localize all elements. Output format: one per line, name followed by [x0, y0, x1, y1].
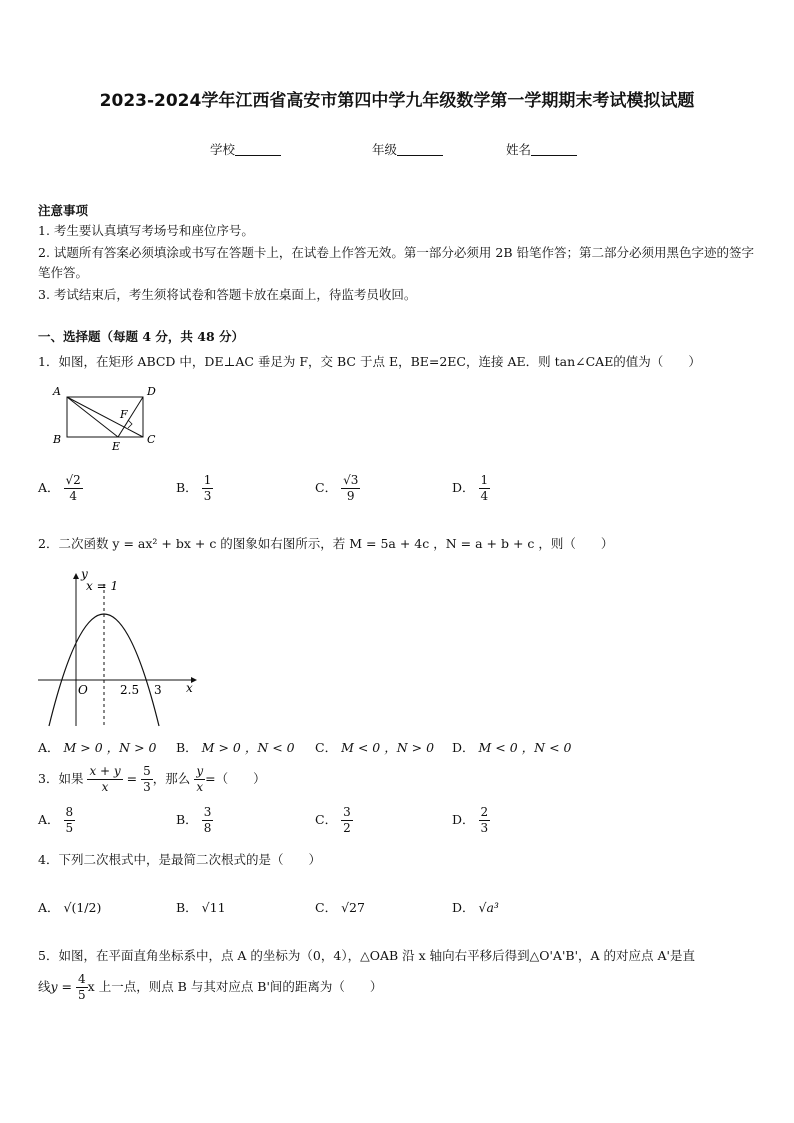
q1-option-a: A． $\frac{√2}{4}$ — [38, 473, 81, 503]
note-3: 3. 考试结束后，考生须将试卷和答题卡放在桌面上，待监考员收回。 — [38, 287, 417, 302]
q4-option-c: C． √27 — [315, 900, 365, 915]
school-field — [210, 140, 281, 158]
name-label: 姓名 — [506, 142, 532, 157]
q1-option-b: B． $\frac{1}{3}$ — [176, 473, 212, 503]
q4-option-a: A． √(1/2) — [38, 900, 102, 915]
q2-option-c: C． M < 0 ，N > 0 — [315, 740, 435, 755]
q2-axis-label: x = 1 — [86, 579, 119, 593]
q2-option-a: A． M > 0 ，N > 0 — [38, 740, 157, 755]
q4-option-b: B． √11 — [176, 900, 226, 915]
q1-label-c: C — [147, 433, 156, 446]
q2-origin-label: O — [78, 683, 88, 697]
page-title: 2023-2024学年江西省高安市第四中学九年级数学第一学期期末考试模拟试题 — [99, 91, 695, 111]
q1-label-e: E — [112, 440, 121, 452]
school-label: 学校 — [210, 142, 236, 157]
q5-line-1: 5．如图，在平面直角坐标系中，点 A 的坐标为（0，4），△OAB 沿 x 轴向右平移后得到△O'A'B'，A 的对应点 A'是直 — [38, 948, 695, 963]
q1-option-d: D． $\frac{1}{4}$ — [452, 473, 489, 503]
name-blank — [531, 143, 577, 156]
school-blank — [235, 143, 281, 156]
q3-option-c: C． $\frac{3}{2}$ — [315, 805, 351, 835]
notes-heading: 注意事项 — [38, 203, 89, 218]
q1-label-f: F — [120, 408, 128, 421]
q2-parabola-figure — [36, 566, 206, 728]
note-1: 1. 考生要认真填写考场号和座位序号。 — [38, 223, 254, 238]
section-heading: 一、选择题（每题 4 分，共 48 分） — [38, 329, 245, 344]
name-field — [506, 140, 577, 158]
grade-label: 年级 — [372, 142, 398, 157]
q3-option-d: D． $\frac{2}{3}$ — [452, 805, 489, 835]
q5-line-2: 线y = $\frac{4}{5}$ x 上一点，则点 B 与其对应点 B'间的距离为（ ） — [38, 972, 383, 1002]
q4-option-d: D． √a³ — [452, 900, 499, 915]
q2-x-label: x — [186, 681, 193, 695]
q1-rectangle-figure — [48, 380, 168, 452]
q2-stem: 2．二次函数 y = ax² + bx + c 的图象如右图所示，若 M = 5a + 4c ，N = a + b + c ，则（ ） — [38, 536, 614, 551]
grade-blank — [397, 143, 443, 156]
q2-tick-3: 3 — [154, 683, 162, 697]
note-2: 2. 试题所有答案必须填涂或书写在答题卡上，在试卷上作答无效。第一部分必须用 2B 铅笔作答；第二部分必须用黑色字迹的签字笔作答。 — [38, 245, 754, 280]
q3-option-a: A． $\frac{8}{5}$ — [38, 805, 74, 835]
q4-stem: 4．下列二次根式中，是最简二次根式的是（ ） — [38, 852, 321, 867]
grade-field — [372, 140, 443, 158]
q2-option-b: B． M > 0 ，N < 0 — [176, 740, 295, 755]
q1-label-b: B — [53, 433, 62, 446]
q2-option-d: D． M < 0 ，N < 0 — [452, 740, 572, 755]
q1-label-d: D — [147, 385, 156, 398]
q1-label-a: A — [53, 385, 61, 398]
q3-stem: 3．如果 $\frac{x + y}{x}$ = $\frac{5}{3}$ ，那么 $\frac{y}{x}$ =（ ） — [38, 764, 266, 794]
q2-tick-2-5: 2.5 — [120, 683, 140, 697]
q1-stem: 1．如图，在矩形 ABCD 中，DE⊥AC 垂足为 F，交 BC 于点 E，BE=2EC，连接 AE．则 tan∠CAE的值为（ ） — [38, 354, 701, 369]
q1-option-c: C． $\frac{√3}{9}$ — [315, 473, 359, 503]
q2-y-label: y — [81, 567, 88, 581]
q3-option-b: B． $\frac{3}{8}$ — [176, 805, 212, 835]
